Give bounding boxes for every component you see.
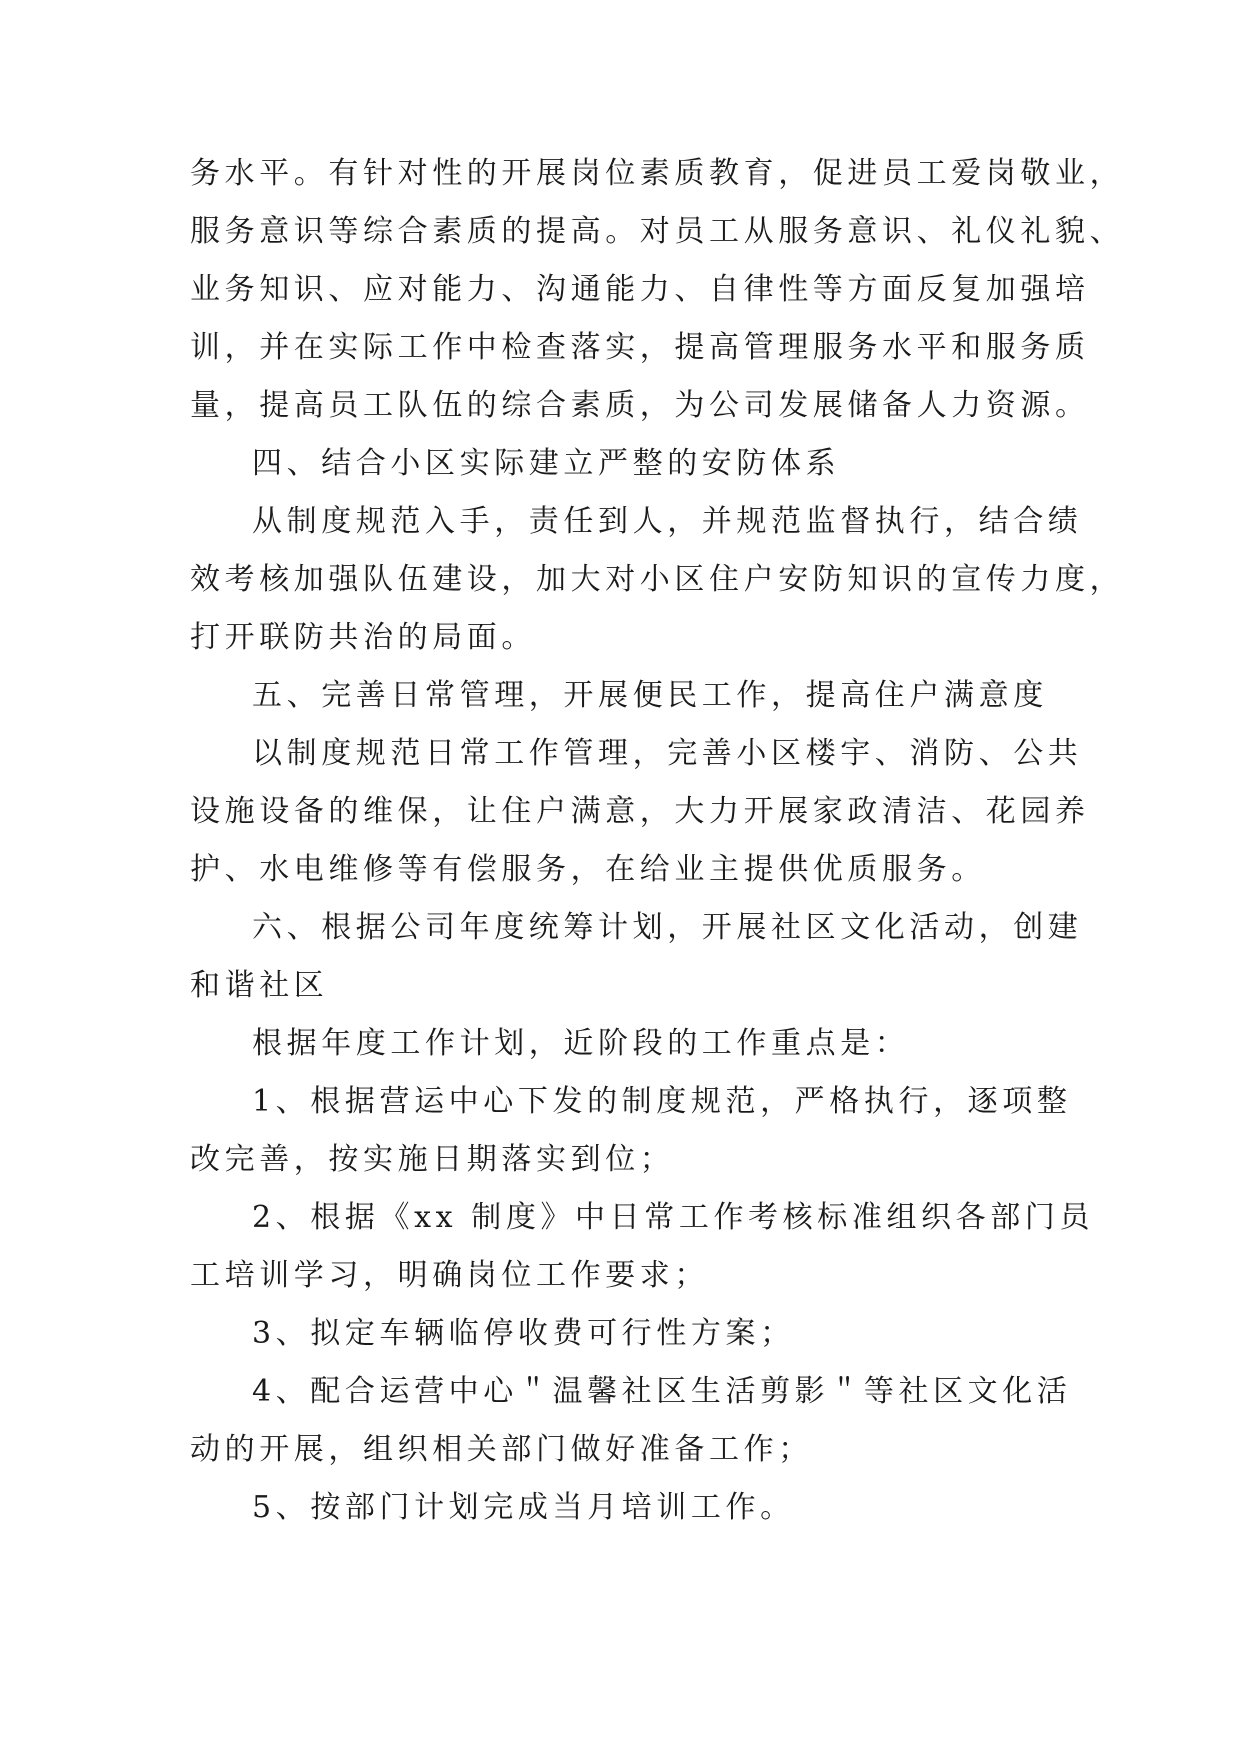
- list-item-4: 4、配合运营中心＂温馨社区生活剪影＂等社区文化活: [252, 1374, 1072, 1409]
- text-line: 量，提高员工队伍的综合素质，为公司发展储备人力资源。: [190, 388, 1090, 423]
- list-item-1: 1、根据营运中心下发的制度规范，严格执行，逐项整: [252, 1084, 1072, 1119]
- text-line: 设施设备的维保，让住户满意，大力开展家政清洁、花园养: [190, 794, 1090, 829]
- text-line-continuation: 务水平。有针对性的开展岗位素质教育，促进员工爱岗敬业，: [190, 156, 1125, 191]
- paragraph-first-line: 从制度规范入手，责任到人，并规范监督执行，结合绩: [252, 504, 1083, 539]
- text-line: 护、水电维修等有偿服务，在给业主提供优质服务。: [190, 852, 986, 887]
- list-item-3: 3、拟定车辆临停收费可行性方案；: [252, 1316, 795, 1351]
- text-line: 训，并在实际工作中检查落实，提高管理服务水平和服务质: [190, 330, 1090, 365]
- section-heading-4: 四、结合小区实际建立严整的安防体系: [252, 446, 841, 481]
- paragraph-first-line: 以制度规范日常工作管理，完善小区楼宇、消防、公共: [252, 736, 1083, 771]
- list-item-2: 2、根据《xx 制度》中日常工作考核标准组织各部门员: [252, 1200, 1095, 1235]
- text-line: 效考核加强队伍建设，加大对小区住户安防知识的宣传力度，: [190, 562, 1125, 597]
- section-heading-6: 六、根据公司年度统筹计划，开展社区文化活动，创建: [252, 910, 1083, 945]
- text-line: 打开联防共治的局面。: [190, 620, 536, 655]
- section-heading-5: 五、完善日常管理，开展便民工作，提高住户满意度: [252, 678, 1048, 713]
- text-line: 服务意识等综合素质的提高。对员工从服务意识、礼仪礼貌、: [190, 214, 1125, 249]
- text-line: 业务知识、应对能力、沟通能力、自律性等方面反复加强培: [190, 272, 1090, 307]
- text-line: 动的开展，组织相关部门做好准备工作；: [190, 1432, 813, 1467]
- text-line: 和谐社区: [190, 968, 329, 1003]
- list-item-5: 5、按部门计划完成当月培训工作。: [252, 1490, 795, 1525]
- paragraph-first-line: 根据年度工作计划，近阶段的工作重点是：: [252, 1026, 910, 1061]
- text-line: 改完善，按实施日期落实到位；: [190, 1142, 675, 1177]
- text-line: 工培训学习，明确岗位工作要求；: [190, 1258, 709, 1293]
